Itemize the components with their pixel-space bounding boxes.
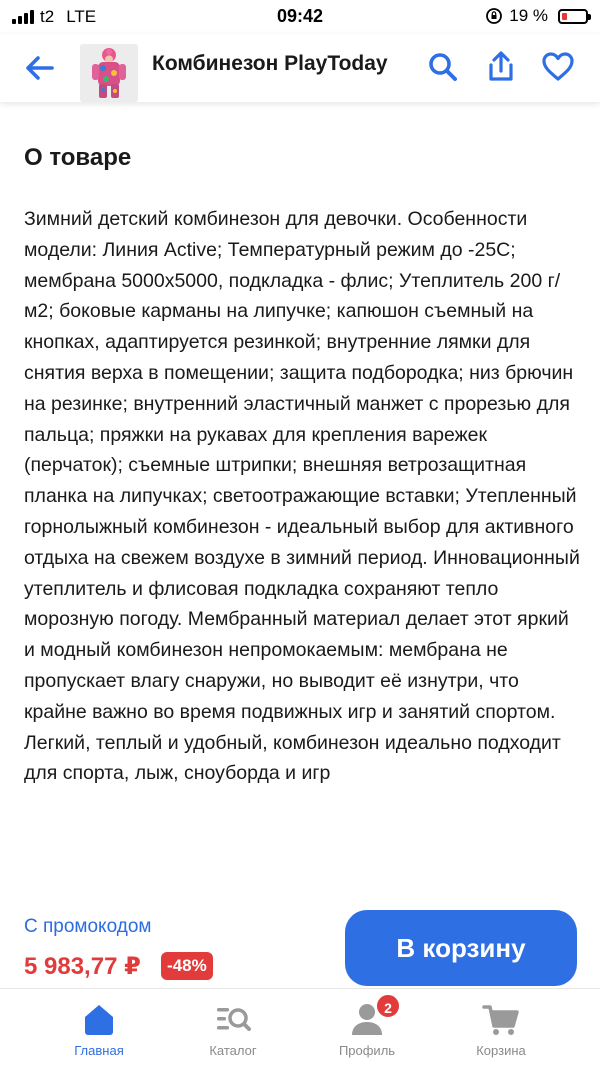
profile-notification-badge: 2 xyxy=(375,993,401,1019)
share-icon[interactable] xyxy=(484,50,518,84)
tab-cart[interactable] xyxy=(441,999,561,1058)
cart-icon xyxy=(481,999,521,1039)
tab-bar xyxy=(0,988,600,1066)
tab-catalog[interactable] xyxy=(173,999,293,1058)
tab-home[interactable] xyxy=(39,999,159,1058)
tab-home-label: Главная xyxy=(74,1043,124,1058)
product-header xyxy=(0,34,600,102)
battery-label: 19 % xyxy=(509,6,548,25)
orientation-lock-icon xyxy=(485,7,503,25)
tab-profile[interactable] xyxy=(307,999,427,1058)
section-title: О товаре xyxy=(24,144,132,171)
status-bar xyxy=(0,0,600,34)
search-icon[interactable] xyxy=(426,50,460,84)
discount-badge: -48% xyxy=(161,952,213,980)
battery-icon xyxy=(558,9,588,24)
back-arrow-icon[interactable] xyxy=(22,50,58,86)
tab-cart-label: Корзина xyxy=(476,1043,526,1058)
kid-jumpsuit-image xyxy=(80,44,138,102)
product-description: Зимний детский комбинезон для девочки. Особенности модели: Линия Active; Температурный режим до -25С; мембрана 5000х5000, подкладка - флис; Утеплитель 200 г/м2; боковые карманы на липучке; капюшон съемный на кнопках, адаптируется резинкой; внутренние лямки для снятия верха в помещении; защита подбородка; низ брючин на резинке; внутренний эластичный манжет с прорезью для пальца; пряжки на рукавах для крепления варежек (перчаток); съемные штрипки; внешняя ветрозащитная планка на липучках; светоотражающие вставки; Утепленный горнолыжный комбинезон - идеальный выбор для активного отдыха на свежем воздухе в зимний период. Инновационный утеплитель и флисовая подкладка сохраняют тепло морозную погоду. Мембранный материал делает этот яркий и модный комбинезон непромокаемым: мембрана не пропускает влагу снаружи, но выводит её изнутри, что крайне важно во время подвижных игр и занятий спортом. Легкий, теплый и удобный, комбинезон идеально подходит для спорта, лыж, сноуборда и игр xyxy=(24,208,580,785)
add-to-cart-button[interactable]: В корзину xyxy=(345,910,577,986)
price: 5 983,77 ₽ xyxy=(24,953,141,980)
product-thumbnail[interactable] xyxy=(80,44,138,102)
promo-label[interactable]: С промокодом xyxy=(24,916,152,937)
home-icon xyxy=(79,999,119,1039)
page-title: Комбинезон PlayToday xyxy=(152,52,388,75)
network-label: LTE xyxy=(66,7,97,26)
buy-bar xyxy=(0,902,600,988)
favorite-heart-icon[interactable] xyxy=(541,50,575,84)
tab-profile-label: Профиль xyxy=(338,1043,396,1058)
catalog-icon xyxy=(213,999,253,1039)
status-right xyxy=(485,6,588,26)
tab-catalog-label: Каталог xyxy=(209,1043,257,1058)
product-description-section xyxy=(0,102,600,902)
status-time: 09:42 xyxy=(276,6,324,26)
carrier-label: t2 xyxy=(40,7,55,26)
